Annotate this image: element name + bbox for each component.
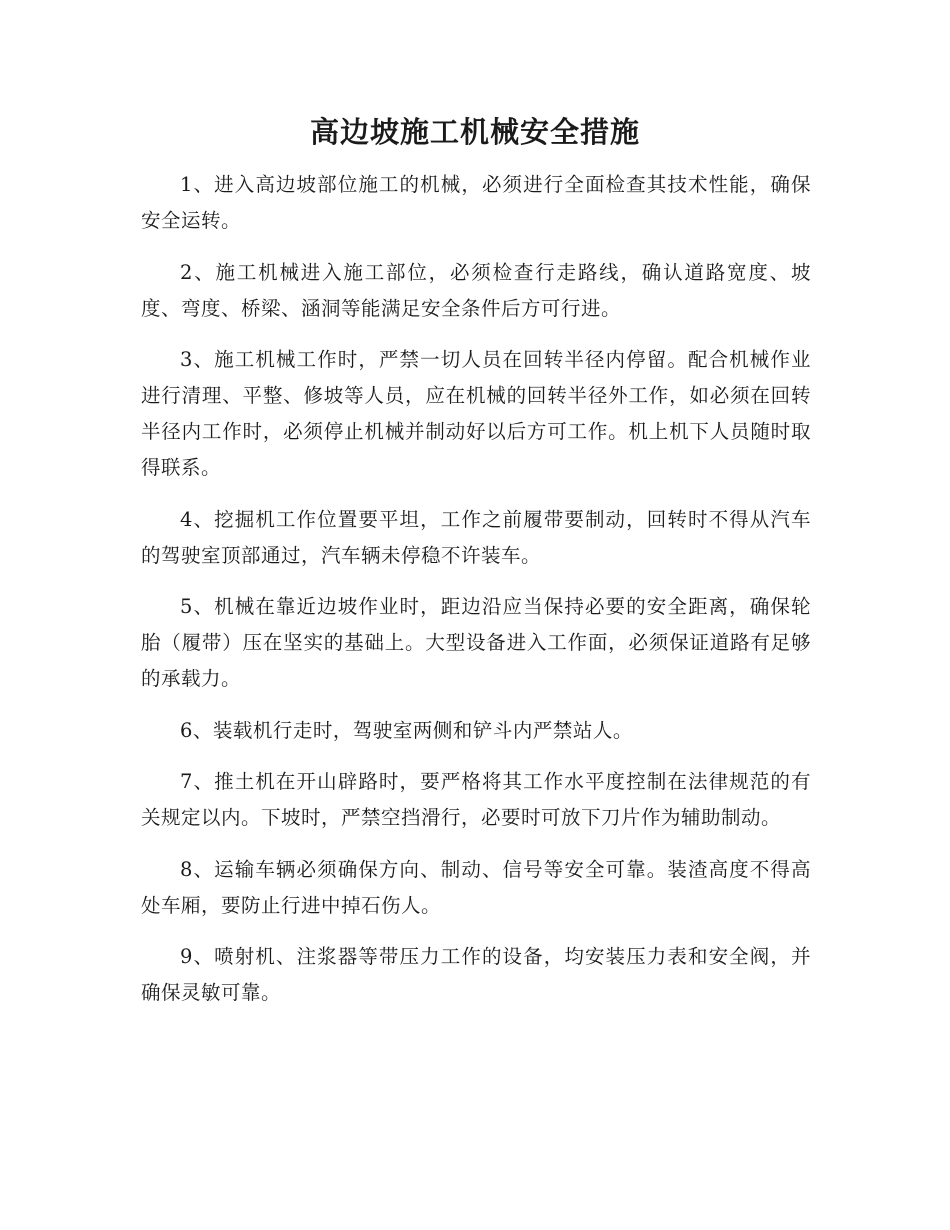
paragraph-7: 7、推土机在开山辟路时，要严格将其工作水平度控制在法律规范的有关规定以内。下坡时，严禁空挡滑行，必要时可放下刀片作为辅助制动。 <box>141 770 811 829</box>
paragraph-8: 8、运输车辆必须确保方向、制动、信号等安全可靠。装渣高度不得高处车厢，要防止行进中掉石伤人。 <box>141 857 811 917</box>
paragraph-6: 6、装载机行走时，驾驶室两侧和铲斗内严禁站人。 <box>180 718 633 742</box>
paragraph-9: 9、喷射机、注浆器等带压力工作的设备，均安装压力表和安全阀，并确保灵敏可靠。 <box>141 945 811 1004</box>
paragraph-2: 2、施工机械进入施工部位，必须检查行走路线，确认道路宽度、坡度、弯度、桥梁、涵洞等能满足安全条件后方可行进。 <box>141 260 811 320</box>
page-title: 高边坡施工机械安全措施 <box>309 115 640 149</box>
paragraph-1: 1、进入高边坡部位施工的机械，必须进行全面检查其技术性能，确保安全运转。 <box>141 173 811 232</box>
paragraph-4: 4、挖掘机工作位置要平坦，工作之前履带要制动，回转时不得从汽车的驾驶室顶部通过，汽车辆未停稳不许装车。 <box>141 507 811 567</box>
document-body <box>141 167 811 1027</box>
paragraph-5: 5、机械在靠近边坡作业时，距边沿应当保持必要的安全距离，确保轮胎（履带）压在坚实的基础上。大型设备进入工作面，必须保证道路有足够的承载力。 <box>141 595 811 690</box>
paragraph-3: 3、施工机械工作时，严禁一切人员在回转半径内停留。配合机械作业进行清理、平整、修坡等人员，应在机械的回转半径外工作，如必须在回转半径内工作时，必须停止机械并制动好以后方可工作。机上机下人员随时取得联系。 <box>141 348 811 479</box>
